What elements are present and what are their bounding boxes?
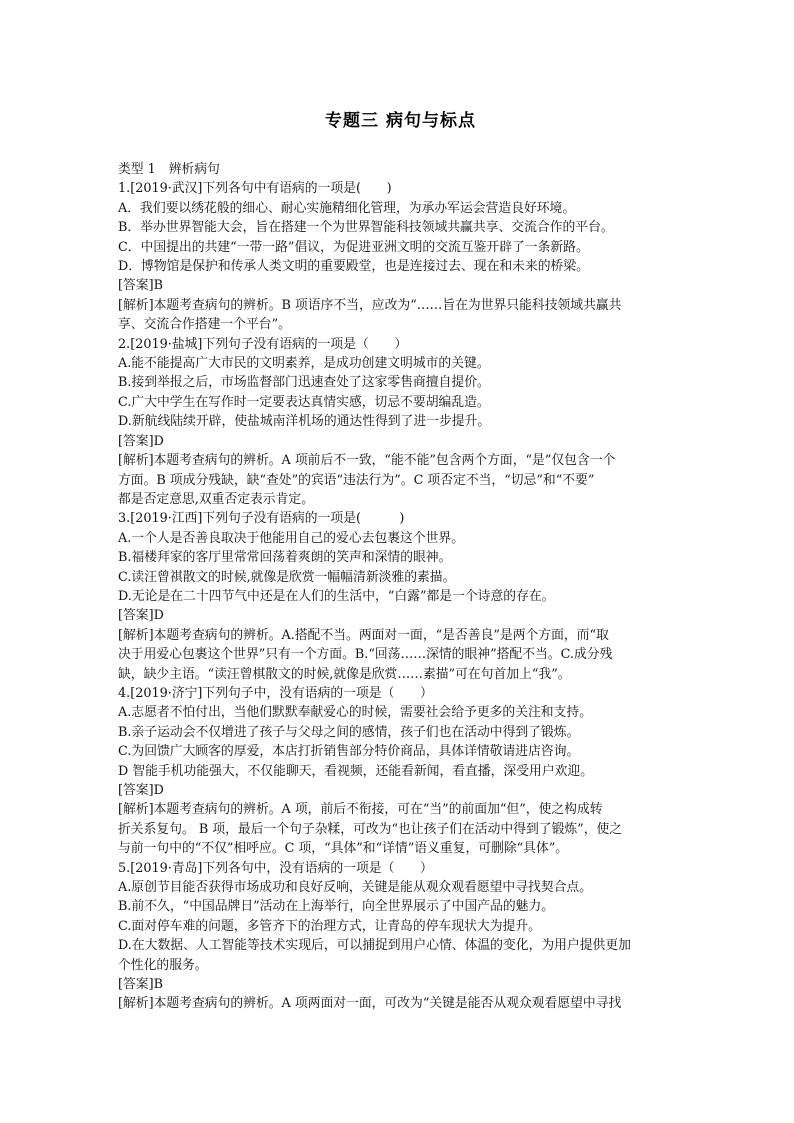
page-title: 专题三 病句与标点 (325, 111, 476, 131)
question-stem: 1.[2019·武汉]下列各句中有语病的一项是( ) (118, 181, 392, 197)
question-block (118, 335, 683, 510)
analysis-line: 享、交流合作搭建一个平台”。 (118, 317, 291, 333)
analysis-line: [解析]本题考查病句的辨析。A 项两面对一面，可改为“关键是能否从观众观看愿望中寻找 (118, 996, 622, 1012)
option-a: A.原创节目能否获得市场成功和良好反响，关键是能从观众观看愿望中寻找契合点。 (118, 880, 592, 896)
document-body (118, 160, 683, 1014)
analysis-line: [解析]本题考查病句的辨析。A 项，前后不衔接，可在“当”的前面加“但”，使之构成转 (118, 802, 603, 818)
option-c: C.读汪曾祺散文的时候,就像是欣赏一幅幅清新淡雅的素描。 (118, 569, 456, 585)
option-c: C.为回馈广大顾客的厚爱，本店打折销售部分特价商品，具体详情敬请进店咨询。 (118, 744, 580, 760)
section-heading: 类型 1 辨析病句 (118, 162, 220, 177)
analysis-line: 方面。B 项成分残缺，缺“查处”的宾语“违法行为”。C 项否定不当，“切忌”和“不要” (118, 472, 595, 488)
analysis-line: 都是否定意思,双重否定表示肯定。 (118, 491, 315, 507)
analysis-line: [解析]本题考查病句的辨析。B 项语序不当，应改为“……旨在为世界只能科技领域共赢共 (118, 297, 622, 313)
option-b: B．举办世界智能大会，旨在搭建一个为世界智能科技领域共赢共享、交流合作的平台。 (118, 220, 614, 236)
question-stem: 4.[2019·济宁]下列句子中，没有语病的一项是（ ） (118, 685, 433, 701)
option-c: C.面对停车难的问题，多管齐下的治理方式，让青岛的停车现状大为提升。 (118, 918, 541, 934)
answer-label: [答案]B (118, 977, 163, 993)
option-a: A.志愿者不怕付出，当他们默默奉献爱心的时候，需要社会给予更多的关注和支持。 (118, 705, 592, 721)
question-stem: 3.[2019·江西]下列句子没有语病的一项是( ) (118, 511, 405, 527)
option-a: A．我们要以绣花般的细心、耐心实施精细化管理，为承办军运会营造良好环境。 (118, 200, 576, 216)
question-block (118, 179, 683, 334)
option-c: C.广大中学生在写作时一定要表达真情实感，切忌不要胡编乱造。 (118, 394, 490, 410)
option-d: D.无论是在二十四节气中还是在人们的生活中，“白露”都是一个诗意的存在。 (118, 588, 555, 604)
answer-label: [答案]D (118, 608, 164, 624)
analysis-line: 与前一句中的“不仅”相呼应。C 项，“具体”和“详情”语义重复，可删除“具体”。 (118, 841, 569, 857)
analysis-line: [解析]本题考查病句的辨析。A 项前后不一致，“能不能”包含两个方面，“是”仅包含一个 (118, 453, 616, 469)
option-a: A.一个人是否善良取决于他能用自己的爱心去包裹这个世界。 (118, 530, 465, 546)
question-block (118, 859, 683, 1014)
option-d-continued: 个性化的服务。 (118, 957, 208, 973)
answer-label: [答案]D (118, 433, 164, 449)
analysis-line: 折关系复句。 B 项，最后一个句子杂糅，可改为“也让孩子们在活动中得到了锻炼”，使之 (118, 821, 623, 837)
option-c: C．中国提出的共建“一带一路”倡议，为促进亚洲文明的交流互鉴开辟了一条新路。 (118, 239, 589, 255)
question-block (118, 509, 683, 684)
question-stem: 2.[2019·盐城]下列句子没有语病的一项是（ ） (118, 336, 408, 352)
analysis-line: 缺，缺少主语。“读汪曾棋散文的时候,就像是欣赏……素描”可在句首加上“我”。 (118, 666, 571, 682)
option-d: D.在大数据、人工智能等技术实现后，可以捕捉到用户心情、体温的变化，为用户提供更加 (118, 938, 631, 954)
option-a: A.能不能提高广大市民的文明素养，是成功创建文明城市的关键。 (118, 356, 490, 372)
analysis-line: 决于用爱心包裹这个世界”只有一个方面。B.“回荡……深情的眼神”搭配不当。C.成分残 (118, 647, 613, 663)
option-d: D．博物馆是保护和传承人类文明的重要殿堂，也是连接过去、现在和未来的桥梁。 (118, 259, 589, 275)
answer-label: [答案]D (118, 783, 164, 798)
option-d: D 智能手机功能强大，不仅能聊天，看视频，还能看新闻，看直播，深受用户欢迎。 (118, 763, 594, 779)
option-b: B.接到举报之后，市场监督部门迅速查处了这家零售商擅自提价。 (118, 375, 490, 391)
question-stem: 5.[2019·青岛]下列各句中，没有语病的一项是（ ） (118, 860, 433, 876)
question-block (118, 684, 683, 859)
answer-label: [答案]B (118, 278, 163, 294)
option-b: B.前不久，“中国品牌日”活动在上海举行，向全世界展示了中国产品的魅力。 (118, 899, 555, 915)
option-b: B.福楼拜家的客厅里常常回荡着爽朗的笑声和深情的眼神。 (118, 550, 452, 566)
option-d: D.新航线陆续开辟，使盐城南洋机场的通达性得到了进一步提升。 (118, 414, 491, 430)
analysis-line: [解析]本题考查病句的辨析。A.搭配不当。两面对一面，“是否善良”是两个方面，而“取 (118, 627, 609, 643)
option-b: B.亲子运动会不仅增进了孩子与父母之间的感情，孩子们也在活动中得到了锻炼。 (118, 724, 580, 740)
